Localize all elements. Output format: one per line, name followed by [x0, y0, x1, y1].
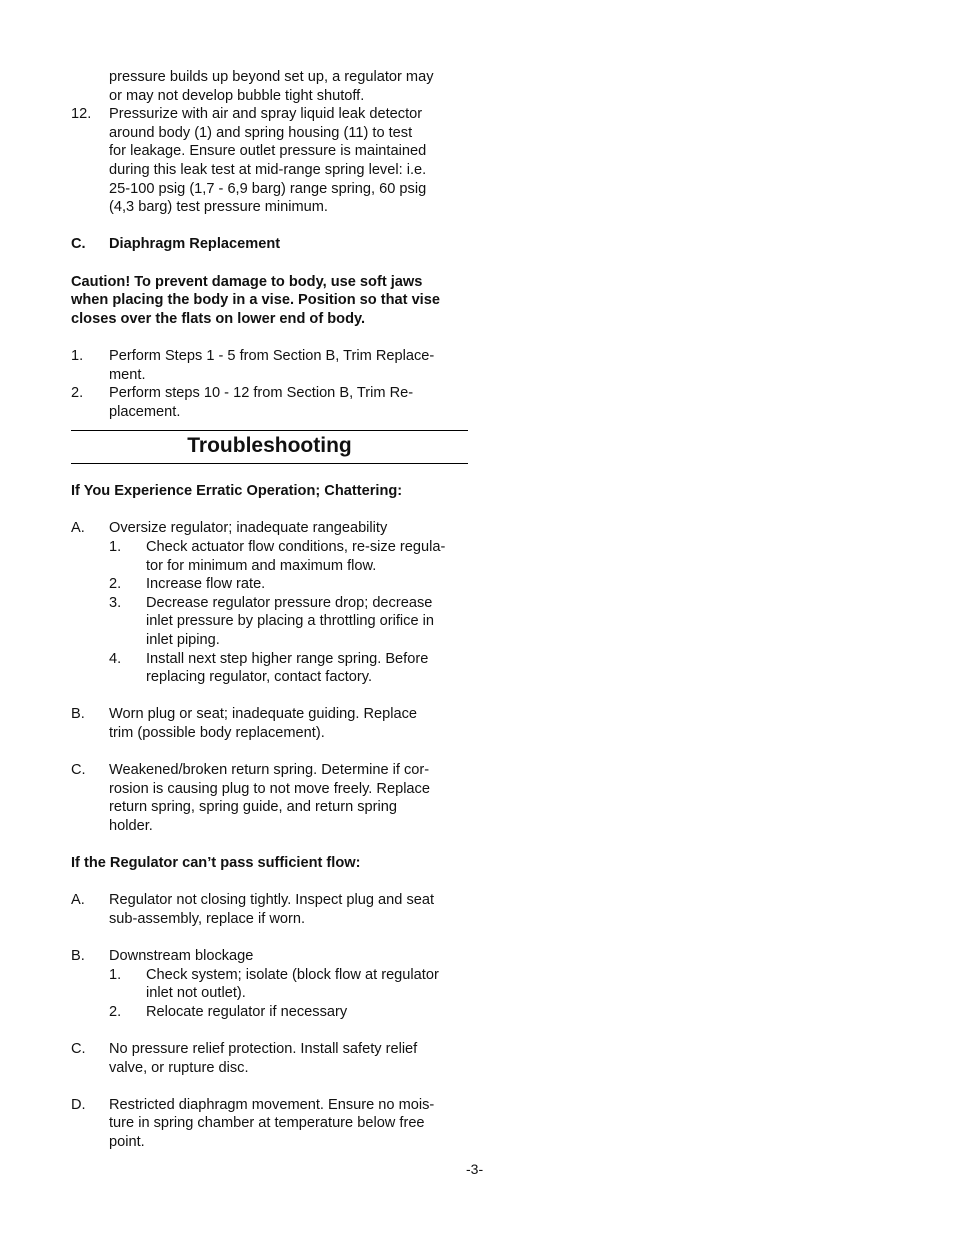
flow-item-b — [71, 947, 468, 966]
flow-item-c — [71, 1040, 468, 1077]
item-letter: A. — [71, 892, 85, 909]
erratic-a-sub-2 — [71, 575, 468, 594]
text-line: Downstream blockage — [109, 948, 254, 965]
flow-item-d — [71, 1096, 468, 1152]
sub-number: 4. — [109, 650, 122, 667]
diaphragm-step-2 — [71, 384, 468, 421]
sub-number: 1. — [109, 966, 122, 983]
text-line: Decrease regulator pressure drop; decrease — [146, 594, 433, 611]
text-line: when placing the body in a vise. Position so that vise — [71, 292, 440, 309]
text-line: inlet not outlet). — [146, 985, 246, 1002]
text-line: during this leak test at mid-range spring level: i.e. — [109, 161, 427, 178]
text-line: Perform steps 10 - 12 from Section B, Trim Re- — [109, 385, 414, 402]
text-line: rosion is causing plug to not move freely. Replace — [109, 780, 430, 797]
text-line: pressure builds up beyond set up, a regulator may — [109, 69, 434, 85]
item-letter: B. — [71, 706, 85, 723]
troubleshooting-heading: Troubleshooting — [71, 430, 468, 464]
text-line: inlet piping. — [146, 632, 220, 649]
text-line: valve, or rupture disc. — [109, 1059, 249, 1076]
sub-number: 2. — [109, 576, 122, 593]
text-line: around body (1) and spring housing (11) to test — [109, 124, 413, 141]
section-letter: C. — [71, 236, 86, 253]
erratic-item-a — [71, 519, 468, 538]
step-number: 2. — [71, 385, 84, 402]
text-line: Relocate regulator if necessary — [146, 1003, 348, 1020]
flow-b-sub-1 — [71, 966, 468, 1003]
flow-heading: If the Regulator can’t pass sufficient flow: — [71, 855, 361, 872]
text-line: Restricted diaphragm movement. Ensure no mois- — [109, 1096, 435, 1113]
text-line: Worn plug or seat; inadequate guiding. Replace — [109, 706, 418, 723]
intro-continuation — [71, 68, 468, 105]
diaphragm-step-1 — [71, 347, 468, 384]
text-line: Perform Steps 1 - 5 from Section B, Trim Replace- — [109, 347, 435, 364]
flow-b-sub-2 — [71, 1003, 468, 1022]
text-line: Weakened/broken return spring. Determine if cor- — [109, 762, 430, 779]
sub-number: 1. — [109, 539, 122, 556]
item-letter: C. — [71, 1041, 86, 1058]
text-line: Check actuator flow conditions, re-size regula- — [146, 539, 446, 556]
text-line: return spring, spring guide, and return spring — [109, 799, 397, 816]
text-line: inlet pressure by placing a throttling orifice in — [146, 613, 434, 630]
sub-number: 3. — [109, 594, 122, 611]
text-line: trim (possible body replacement). — [109, 725, 325, 741]
sub-number: 2. — [109, 1003, 122, 1020]
erratic-item-b — [71, 705, 468, 742]
text-line: tor for minimum and maximum flow. — [146, 557, 377, 574]
text-line: placement. — [109, 403, 181, 420]
text-column — [71, 68, 468, 1152]
text-line: No pressure relief protection. Install safety relief — [109, 1041, 418, 1058]
item-letter: D. — [71, 1096, 86, 1113]
flow-item-a — [71, 891, 468, 928]
step-number: 12. — [71, 106, 92, 123]
item-letter: B. — [71, 948, 85, 965]
text-line: closes over the flats on lower end of body. — [71, 310, 366, 327]
text-line: replacing regulator, contact factory. — [146, 669, 373, 686]
text-line: Install next step higher range spring. Before — [146, 650, 429, 667]
text-line: sub-assembly, replace if worn. — [109, 910, 306, 927]
text-line: 25-100 psig (1,7 - 6,9 barg) range spring, 60 psig — [109, 180, 427, 197]
item-letter: A. — [71, 520, 85, 537]
text-line: Pressurize with air and spray liquid leak detector — [109, 106, 423, 123]
text-line: Oversize regulator; inadequate rangeability — [109, 520, 388, 537]
text-line: Caution! To prevent damage to body, use soft jaws — [71, 273, 423, 290]
text-line: ment. — [109, 366, 146, 383]
step-number: 1. — [71, 347, 84, 364]
erratic-heading: If You Experience Erratic Operation; Chattering: — [71, 483, 403, 500]
erratic-a-sub-3 — [71, 594, 468, 650]
text-line: or may not develop bubble tight shutoff. — [109, 87, 365, 104]
section-title: Diaphragm Replacement — [109, 236, 281, 253]
item-letter: C. — [71, 762, 86, 779]
step-12 — [71, 105, 468, 217]
text-line: (4,3 barg) test pressure minimum. — [109, 199, 328, 216]
text-line: Increase flow rate. — [146, 576, 266, 593]
text-line: Check system; isolate (block flow at regulator — [146, 966, 439, 983]
text-line: for leakage. Ensure outlet pressure is maintained — [109, 143, 427, 160]
erratic-item-c — [71, 761, 468, 835]
erratic-a-sub-1 — [71, 538, 468, 575]
section-c-heading — [71, 235, 468, 254]
text-line: holder. — [109, 817, 153, 834]
text-line: ture in spring chamber at temperature below free — [109, 1115, 425, 1132]
page-number: -3- — [466, 1161, 484, 1177]
text-line: point. — [109, 1134, 145, 1151]
text-line: Regulator not closing tightly. Inspect plug and seat — [109, 892, 435, 909]
caution-note — [71, 273, 468, 329]
erratic-a-sub-4 — [71, 650, 468, 687]
